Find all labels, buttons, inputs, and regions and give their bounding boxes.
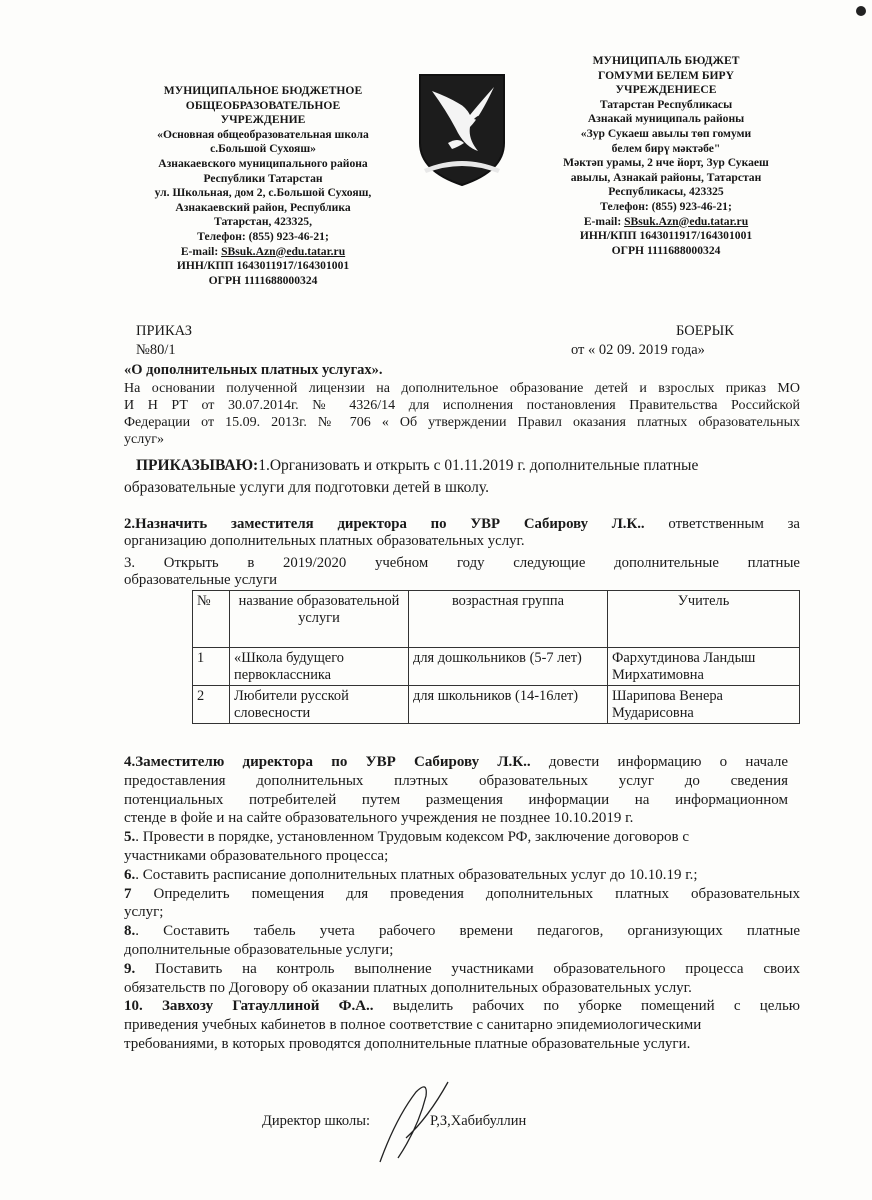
item-number: 9. [124, 960, 136, 977]
item-text: образовательные услуги [124, 572, 278, 589]
order-date: от « 02 09. 2019 года» [571, 342, 705, 358]
item-number: 6. [124, 866, 136, 883]
order-label-ru: ПРИКАЗ [136, 323, 193, 339]
item-number: 8. [124, 923, 136, 940]
order-number: №80/1 [136, 342, 176, 358]
header-line: белем бирү мәктәбе" [611, 141, 721, 155]
header-line: ГОМУМИ БЕЛЕМ БИРҮ [597, 68, 734, 82]
header-line: Татарстан Республикасы [599, 97, 733, 111]
item-text: стенде в фойе и на сайте образовательного учреждения не позднее 10.10.2019 г. [124, 810, 634, 827]
table-row [193, 648, 800, 686]
item-bold: 10. Завхозу Гатауллиной Ф.А.. [124, 998, 374, 1015]
inn-line: ИНН/КПП 1643011917/164301001 [579, 229, 753, 243]
signature-role: Директор школы: [262, 1113, 370, 1129]
table-cell: для школьников (14-16лет) [409, 686, 608, 724]
table-cell: 2 [193, 686, 230, 724]
item-number: 7 [124, 885, 132, 902]
header-right [536, 54, 796, 258]
item-3 [124, 555, 800, 590]
email-line [110, 245, 416, 260]
table-cell: Шарипова Венера Мударисовна [608, 686, 800, 724]
order-title: «О дополнительных платных услугах». [124, 362, 383, 378]
item-text: дополнительные образовательные услуги; [124, 941, 394, 958]
table-header-cell: название образовательной услуги [230, 591, 409, 648]
email-link[interactable]: SBsuk.Azn@edu.tatar.ru [624, 214, 749, 228]
item-1 [136, 455, 800, 477]
header-line: Татарстан, 423325, [214, 215, 312, 229]
ogrn-line: ОГРН 1111688000324 [611, 243, 721, 257]
header-line: Азнакаевского муниципального района [158, 156, 368, 170]
header-line: «Основная общеобразовательная школа [157, 127, 369, 141]
item-text: требованиями, в которых проводятся дополнительные платные образовательные услуги. [124, 1035, 691, 1052]
item-text: довести информацию о начале [530, 754, 788, 770]
header-line: Азнакаевский район, Республика [175, 200, 351, 214]
services-table [192, 590, 800, 724]
preamble-line: И Н РТ от 30.07.2014г. № 4326/14 для исполнения постановления Правительства Российской [124, 398, 800, 413]
table-header-cell: № [193, 591, 230, 648]
item-text: участниками образовательного процесса; [124, 847, 389, 864]
item-number: 5. [124, 829, 136, 846]
header-line: Азнакай муниципаль районы [587, 112, 745, 126]
table-cell: Фархутдинова Ландыш Мирхатимовна [608, 648, 800, 686]
table-header-cell: возрастная группа [409, 591, 608, 648]
item-2 [124, 516, 800, 551]
item-text: ответственным за [644, 516, 800, 532]
table-cell: 1 [193, 648, 230, 686]
item-text: организацию дополнительных платных образовательных услуг. [124, 533, 525, 550]
header-line: Телефон: (855) 923-46-21; [197, 229, 329, 243]
header-line: МУНИЦИПАЛЬНОЕ БЮДЖЕТНОЕ [163, 84, 363, 97]
header-line: «Зур Сукаеш авылы төп гомуми [580, 126, 752, 140]
item-text: 3. Открыть в 2019/2020 учебном году следующие дополнительные платные [124, 555, 800, 571]
header-line: Республики Татарстан [203, 171, 323, 185]
items-4-10 [124, 753, 800, 1054]
header-line: Телефон: (855) 923-46-21; [600, 199, 732, 213]
item-text: Определить помещения для проведения дополнительных платных образовательных [131, 885, 800, 902]
prikazyvayu-label: ПРИКАЗЫВАЮ: [136, 457, 259, 474]
table-cell: «Школа будущего первоклассника [230, 648, 409, 686]
ogrn-line: ОГРН 1111688000324 [208, 273, 318, 287]
item-text: . Провести в порядке, установленном Трудовым кодексом РФ, заключение договоров с [135, 829, 690, 846]
item-text: обязательств по Договору об оказании платных дополнительных образовательных услуг. [124, 979, 692, 996]
header-line: авылы, Азнакай районы, Татарстан [570, 170, 762, 184]
header-line: ОБЩЕОБРАЗОВАТЕЛЬНОЕ [185, 98, 341, 112]
header-line: Мәктәп урамы, 2 нче йорт, Зур Сукаеш [563, 156, 769, 170]
item-text: приведения учебных кабинетов в полное соответствие с санитарно эпидемиологическими [124, 1017, 702, 1034]
item-text: услуг; [124, 904, 164, 921]
item-text: потенциальных потребителей путем размещения информации на информационном [124, 791, 788, 808]
header-line: Республикасы, 423325 [608, 185, 724, 199]
table-header-row [193, 591, 800, 648]
table-row [193, 686, 800, 724]
order-label-tt: БОЕРЫК [676, 323, 734, 339]
header-left [110, 84, 416, 288]
email-line [536, 215, 796, 230]
item-text: . Составить табель учета рабочего времени педагогов, организующих платные [135, 923, 800, 940]
eagle-coat-of-arms-icon [418, 73, 506, 187]
email-link[interactable]: SBsuk.Azn@edu.tatar.ru [221, 244, 346, 258]
item-text: выделить рабочих по уборке помещений с целью [373, 998, 800, 1015]
table-cell: для дошкольников (5-7 лет) [409, 648, 608, 686]
preamble-line: Федерации от 15.09. 2013г. № 706 « Об утверждении Правил оказания платных образовательных [124, 415, 800, 430]
header-line: с.Большой Сухояш» [210, 142, 316, 156]
email-label: E-mail: [583, 214, 625, 228]
header-line: МУНИЦИПАЛЬ БЮДЖЕТ [592, 54, 740, 67]
inn-line: ИНН/КПП 1643011917/164301001 [176, 259, 350, 273]
preamble-line: На основании полученной лицензии на дополнительное образование детей и взрослых приказ МО [124, 381, 800, 396]
preamble-line: услуг» [124, 432, 164, 447]
signature-name: Р,З,Хабибуллин [430, 1113, 527, 1129]
item-bold: 4.Заместителю директора по УВР Сабирову Л.К.. [124, 754, 531, 770]
header-line: УЧРЕЖДЕНИЕ [220, 113, 306, 127]
preamble [124, 380, 800, 448]
table-cell: Любители русской словесности [230, 686, 409, 724]
item-1-cont: образовательные услуги для подготовки детей в школу. [124, 479, 489, 496]
scan-mark [856, 6, 866, 16]
item-text: . Составить расписание дополнительных платных образовательных услуг до 10.10.19 г.; [135, 866, 698, 883]
header-line: УЧРЕЖДЕНИЕСЕ [615, 83, 717, 97]
item-text: предоставления дополнительных плэтных образовательных услуг до сведения [124, 772, 788, 789]
header-line: ул. Школьная, дом 2, с.Большой Сухояш, [154, 186, 372, 200]
item-text: Поставить на контроль выполнение участниками образовательного процесса своих [135, 960, 800, 977]
email-label: E-mail: [180, 244, 222, 258]
item-bold: 2.Назначить заместителя директора по УВР Сабирову Л.К.. [124, 516, 645, 532]
item-text: 1.Организовать и открыть с 01.11.2019 г. дополнительные платные [258, 457, 699, 474]
table-header-cell: Учитель [608, 591, 800, 648]
